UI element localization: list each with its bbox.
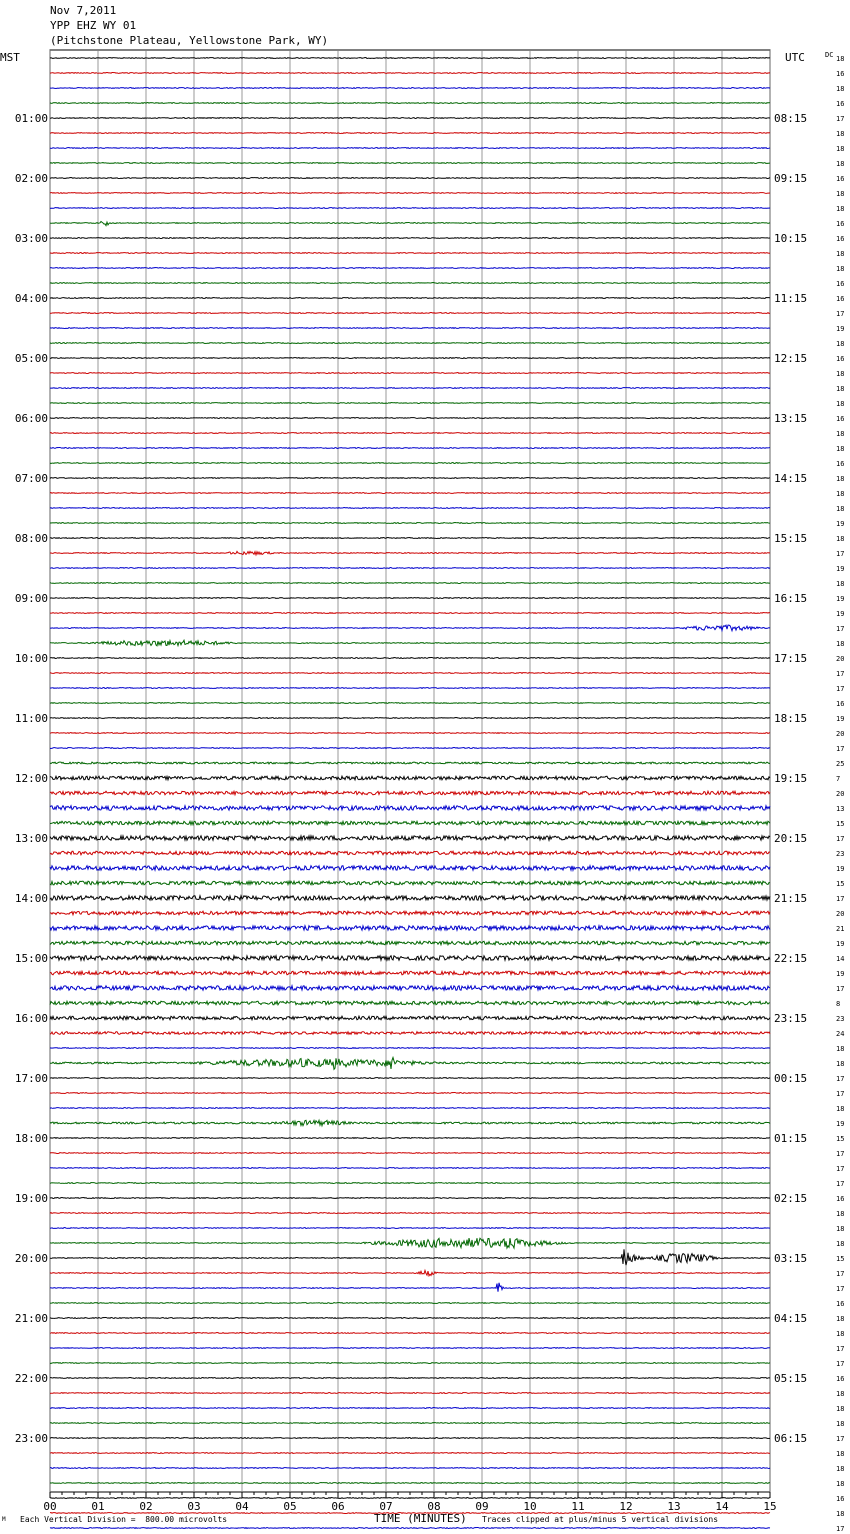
trace-line — [50, 881, 770, 885]
dc-offset-label: 18 — [836, 1390, 845, 1398]
dc-offset-label: 18 — [836, 130, 845, 138]
dc-offset-label: 18 — [836, 1465, 845, 1473]
trace-line — [50, 1318, 770, 1319]
dc-offset-label: 18 — [836, 1105, 845, 1113]
trace-line — [50, 568, 770, 569]
right-hour-label: 06:15 — [774, 1432, 808, 1445]
dc-offset-label: 17 — [836, 1180, 845, 1188]
trace-line — [50, 1016, 770, 1020]
trace-line — [50, 268, 770, 269]
trace-line — [50, 1001, 770, 1005]
trace-line — [50, 703, 770, 704]
trace-line — [50, 971, 770, 975]
trace-line — [50, 1270, 770, 1275]
trace-line — [50, 1438, 770, 1439]
trace-line — [50, 313, 770, 314]
trace-line — [50, 673, 770, 674]
x-tick-label: 08 — [427, 1500, 441, 1513]
trace-line — [50, 718, 770, 719]
left-hour-label: 10:00 — [14, 652, 48, 665]
dc-offset-label: 18 — [836, 1045, 845, 1053]
trace-line — [50, 1108, 770, 1109]
trace-line — [50, 58, 770, 59]
left-hour-label: 12:00 — [14, 772, 48, 785]
trace-line — [50, 625, 770, 631]
trace-line — [50, 1153, 770, 1154]
right-hour-label: 23:15 — [774, 1012, 808, 1025]
chart-subtitle: (Pitchstone Plateau, Yellowstone Park, WY) — [50, 34, 329, 47]
dc-offset-label: 18 — [836, 1240, 845, 1248]
trace-line — [50, 762, 770, 764]
trace-line — [50, 733, 770, 734]
trace-line — [50, 896, 770, 901]
trace-line — [50, 851, 770, 855]
right-hour-label: 17:15 — [774, 652, 808, 665]
right-hour-label: 11:15 — [774, 292, 808, 305]
dc-offset-label: 16 — [836, 1375, 845, 1383]
dc-offset-label: 18 — [836, 205, 845, 213]
dc-offset-label: 18 — [836, 430, 845, 438]
right-hour-label: 08:15 — [774, 112, 808, 125]
dc-offset-label: 23 — [836, 1015, 845, 1023]
trace-line — [50, 1423, 770, 1424]
trace-line — [50, 1228, 770, 1229]
dc-offset-label: 18 — [836, 400, 845, 408]
dc-offset-label: 19 — [836, 865, 845, 873]
trace-line — [50, 103, 770, 104]
trace-line — [50, 1468, 770, 1469]
right-hour-label: 09:15 — [774, 172, 808, 185]
trace-line — [50, 821, 770, 825]
dc-offset-label: 16 — [836, 70, 845, 78]
trace-line — [50, 583, 770, 584]
trace-line — [50, 508, 770, 509]
left-hour-label: 08:00 — [14, 532, 48, 545]
trace-line — [50, 1393, 770, 1394]
dc-offset-label: 16 — [836, 355, 845, 363]
dc-offset-label: 18 — [836, 85, 845, 93]
trace-line — [50, 776, 770, 780]
trace-line — [50, 658, 770, 659]
corner-mark: M — [2, 1516, 6, 1523]
trace-line — [50, 403, 770, 404]
dc-offset-label: 18 — [836, 1225, 845, 1233]
dc-offset-label: 17 — [836, 895, 845, 903]
dc-offset-label: 18 — [836, 1330, 845, 1338]
right-hour-label: 21:15 — [774, 892, 808, 905]
trace-line — [50, 1283, 770, 1292]
trace-line — [50, 1303, 770, 1304]
trace-line — [50, 1093, 770, 1094]
dc-offset-label: 17 — [836, 670, 845, 678]
dc-offset-label: 18 — [836, 370, 845, 378]
dc-offset-label: 18 — [836, 250, 845, 258]
plot-frame — [50, 50, 770, 1492]
trace-line — [50, 956, 770, 960]
dc-offset-label: 17 — [836, 550, 845, 558]
trace-line — [50, 178, 770, 179]
dc-offset-label: 18 — [836, 145, 845, 153]
right-hour-label: 15:15 — [774, 532, 808, 545]
dc-offset-label: 18 — [836, 265, 845, 273]
x-tick-label: 07 — [379, 1500, 393, 1513]
dc-offset-label: 17 — [836, 1285, 845, 1293]
trace-line — [50, 1138, 770, 1139]
trace-line — [50, 1528, 770, 1529]
trace-line — [50, 1408, 770, 1409]
right-hour-label: 12:15 — [774, 352, 808, 365]
dc-offset-label: 18 — [836, 55, 845, 63]
dc-offset-label: 18 — [836, 340, 845, 348]
trace-line — [50, 1249, 770, 1265]
trace-line — [50, 298, 770, 299]
dc-offset-label: 21 — [836, 925, 845, 933]
left-hour-label: 01:00 — [14, 112, 48, 125]
trace-line — [50, 1453, 770, 1454]
dc-offset-label: 18 — [836, 1405, 845, 1413]
left-hour-label: 21:00 — [14, 1312, 48, 1325]
dc-offset-label: 18 — [836, 1420, 845, 1428]
right-hour-label: 19:15 — [774, 772, 808, 785]
x-tick-label: 01 — [91, 1500, 105, 1513]
left-hour-label: 19:00 — [14, 1192, 48, 1205]
right-hour-label: 05:15 — [774, 1372, 808, 1385]
trace-line — [50, 688, 770, 689]
dc-offset-label: 18 — [836, 1510, 845, 1518]
dc-offset-label: 17 — [836, 1435, 845, 1443]
dc-offset-label: 17 — [836, 685, 845, 693]
dc-offset-label: 8 — [836, 1000, 841, 1008]
trace-line — [50, 163, 770, 164]
dc-offset-label: 18 — [836, 535, 845, 543]
dc-offset-label: 19 — [836, 595, 845, 603]
left-hour-label: 15:00 — [14, 952, 48, 965]
trace-line — [50, 118, 770, 119]
left-hour-label: 14:00 — [14, 892, 48, 905]
dc-offset-label: 17 — [836, 625, 845, 633]
dc-offset-label: 19 — [836, 715, 845, 723]
right-hour-label: 04:15 — [774, 1312, 808, 1325]
x-tick-label: 00 — [43, 1500, 57, 1513]
trace-line — [50, 791, 770, 795]
labels — [15, 55, 845, 1534]
x-tick-label: 09 — [475, 1500, 489, 1513]
left-hour-label: 20:00 — [14, 1252, 48, 1265]
trace-line — [50, 1378, 770, 1379]
dc-offset-label: 14 — [836, 955, 845, 963]
dc-offset-label: 17 — [836, 310, 845, 318]
dc-offset-label: 16 — [836, 460, 845, 468]
trace-line — [50, 388, 770, 389]
right-hour-label: 18:15 — [774, 712, 808, 725]
left-hour-label: 22:00 — [14, 1372, 48, 1385]
x-tick-label: 03 — [187, 1500, 201, 1513]
trace-line — [50, 283, 770, 284]
dc-offset-label: 16 — [836, 295, 845, 303]
dc-offset-label: 17 — [836, 985, 845, 993]
dc-offset-label: 16 — [836, 175, 845, 183]
dc-offset-label: 18 — [836, 490, 845, 498]
dc-offset-label: 16 — [836, 415, 845, 423]
right-hour-label: 16:15 — [774, 592, 808, 605]
right-hour-label: 22:15 — [774, 952, 808, 965]
right-hour-label: 00:15 — [774, 1072, 808, 1085]
x-tick-label: 11 — [571, 1500, 585, 1513]
trace-line — [50, 640, 770, 645]
dc-offset-label: 17 — [836, 115, 845, 123]
trace-line — [50, 1483, 770, 1484]
dc-offset-label: 16 — [836, 235, 845, 243]
left-hour-label: 04:00 — [14, 292, 48, 305]
left-hour-label: 11:00 — [14, 712, 48, 725]
dc-offset-label: 20 — [836, 655, 845, 663]
dc-offset-label: 15 — [836, 820, 845, 828]
dc-offset-label: 18 — [836, 160, 845, 168]
dc-offset-label: 20 — [836, 910, 845, 918]
dc-offset-label: 17 — [836, 745, 845, 753]
dc-offset-label: 13 — [836, 805, 845, 813]
trace-line — [50, 1498, 770, 1499]
trace-line — [50, 986, 770, 990]
dc-offset-label: 17 — [836, 1345, 845, 1353]
dc-offset-label: 19 — [836, 610, 845, 618]
trace-line — [50, 598, 770, 599]
left-hour-label: 23:00 — [14, 1432, 48, 1445]
x-tick-label: 15 — [763, 1500, 777, 1513]
x-tick-label: 04 — [235, 1500, 249, 1513]
trace-line — [50, 866, 770, 870]
trace-line — [50, 193, 770, 194]
trace-line — [50, 1120, 770, 1125]
left-hour-label: 16:00 — [14, 1012, 48, 1025]
x-tick-label: 13 — [667, 1500, 681, 1513]
dc-offset-label: 16 — [836, 280, 845, 288]
dc-offset-label: 17 — [836, 1165, 845, 1173]
dc-offset-label: 15 — [836, 1135, 845, 1143]
dc-offset-label: 16 — [836, 700, 845, 708]
trace-line — [50, 448, 770, 449]
trace-line — [50, 941, 770, 945]
right-hour-label: 10:15 — [774, 232, 808, 245]
dc-offset-label: 18 — [836, 190, 845, 198]
trace-line — [50, 1198, 770, 1199]
clip-note: Traces clipped at plus/minus 5 vertical divisions — [482, 1515, 719, 1524]
dc-offset-label: 17 — [836, 1270, 845, 1278]
dc-offset-label: 18 — [836, 1480, 845, 1488]
x-tick-label: 10 — [523, 1500, 537, 1513]
dc-offset-label: 23 — [836, 850, 845, 858]
trace-line — [50, 1363, 770, 1364]
trace-line — [50, 1348, 770, 1349]
dc-offset-label: 18 — [836, 640, 845, 648]
left-hour-label: 02:00 — [14, 172, 48, 185]
dc-offset-label: 18 — [836, 1210, 845, 1218]
right-timezone-label: UTC — [785, 51, 805, 64]
trace-line — [50, 373, 770, 374]
left-hour-label: 06:00 — [14, 412, 48, 425]
trace-line — [50, 1168, 770, 1169]
dc-offset-label: 18 — [836, 475, 845, 483]
x-tick-label: 14 — [715, 1500, 729, 1513]
dc-offset-label: 25 — [836, 760, 845, 768]
trace-line — [50, 73, 770, 74]
grid — [50, 50, 770, 1498]
dc-offset-label: 19 — [836, 940, 845, 948]
trace-line — [50, 343, 770, 344]
left-hour-label: 17:00 — [14, 1072, 48, 1085]
trace-line — [50, 1078, 770, 1079]
right-hour-label: 03:15 — [774, 1252, 808, 1265]
trace-line — [50, 926, 770, 930]
dc-offset-label: 18 — [836, 1060, 845, 1068]
dc-header-label: DC — [825, 51, 834, 59]
trace-line — [50, 523, 770, 524]
dc-offset-label: 17 — [836, 1090, 845, 1098]
dc-offset-label: 17 — [836, 1150, 845, 1158]
left-timezone-label: MST — [0, 51, 20, 64]
dc-offset-label: 19 — [836, 1120, 845, 1128]
trace-line — [50, 1032, 770, 1035]
left-hour-label: 03:00 — [14, 232, 48, 245]
dc-offset-label: 16 — [836, 100, 845, 108]
trace-line — [50, 463, 770, 464]
dc-offset-label: 19 — [836, 970, 845, 978]
dc-offset-label: 18 — [836, 580, 845, 588]
trace-line — [50, 358, 770, 359]
left-hour-label: 09:00 — [14, 592, 48, 605]
right-hour-label: 20:15 — [774, 832, 808, 845]
trace-line — [50, 133, 770, 134]
trace-line — [50, 208, 770, 209]
trace-line — [50, 221, 770, 225]
dc-offset-label: 18 — [836, 385, 845, 393]
dc-offset-label: 19 — [836, 565, 845, 573]
right-hour-label: 13:15 — [774, 412, 808, 425]
trace-line — [50, 1048, 770, 1049]
trace-line — [50, 328, 770, 329]
traces — [50, 58, 770, 1534]
trace-line — [50, 551, 770, 554]
dc-offset-label: 16 — [836, 220, 845, 228]
dc-offset-label: 18 — [836, 1315, 845, 1323]
right-hour-label: 02:15 — [774, 1192, 808, 1205]
trace-line — [50, 911, 770, 915]
trace-line — [50, 1213, 770, 1214]
dc-offset-label: 17 — [836, 1525, 845, 1533]
chart-date: Nov 7,2011 — [50, 4, 117, 17]
dc-offset-label: 15 — [836, 1255, 845, 1263]
left-hour-label: 13:00 — [14, 832, 48, 845]
chart-title: YPP EHZ WY 01 — [50, 19, 137, 32]
dc-offset-label: 20 — [836, 790, 845, 798]
dc-offset-label: 17 — [836, 835, 845, 843]
trace-line — [50, 1058, 770, 1070]
dc-offset-label: 16 — [836, 1195, 845, 1203]
dc-offset-label: 7 — [836, 775, 841, 783]
trace-line — [50, 748, 770, 749]
left-hour-label: 18:00 — [14, 1132, 48, 1145]
dc-offset-label: 18 — [836, 505, 845, 513]
trace-line — [50, 253, 770, 254]
trace-line — [50, 1238, 770, 1248]
trace-line — [50, 88, 770, 89]
dc-offset-label: 16 — [836, 1300, 845, 1308]
x-axis-label: TIME (MINUTES) — [374, 1512, 467, 1525]
trace-line — [50, 1333, 770, 1334]
dc-offset-label: 16 — [836, 1495, 845, 1503]
trace-line — [50, 148, 770, 149]
trace-line — [50, 493, 770, 494]
dc-offset-label: 19 — [836, 325, 845, 333]
trace-line — [50, 836, 770, 840]
dc-offset-label: 20 — [836, 730, 845, 738]
x-tick-label: 02 — [139, 1500, 153, 1513]
left-hour-label: 05:00 — [14, 352, 48, 365]
left-hour-label: 07:00 — [14, 472, 48, 485]
dc-offset-label: 15 — [836, 880, 845, 888]
trace-line — [50, 478, 770, 479]
trace-line — [50, 238, 770, 239]
trace-line — [50, 418, 770, 419]
trace-line — [50, 538, 770, 539]
trace-line — [50, 1183, 770, 1184]
trace-line — [50, 806, 770, 811]
dc-offset-label: 18 — [836, 1450, 845, 1458]
x-tick-label: 05 — [283, 1500, 297, 1513]
trace-line — [50, 433, 770, 434]
dc-offset-label: 24 — [836, 1030, 845, 1038]
trace-line — [50, 613, 770, 614]
right-hour-label: 01:15 — [774, 1132, 808, 1145]
dc-offset-label: 17 — [836, 1075, 845, 1083]
x-tick-label: 12 — [619, 1500, 633, 1513]
scale-note: Each Vertical Division = 800.00 microvolts — [20, 1515, 228, 1524]
dc-offset-label: 19 — [836, 520, 845, 528]
dc-offset-label: 18 — [836, 445, 845, 453]
x-tick-label: 06 — [331, 1500, 345, 1513]
dc-offset-label: 17 — [836, 1360, 845, 1368]
right-hour-label: 14:15 — [774, 472, 808, 485]
